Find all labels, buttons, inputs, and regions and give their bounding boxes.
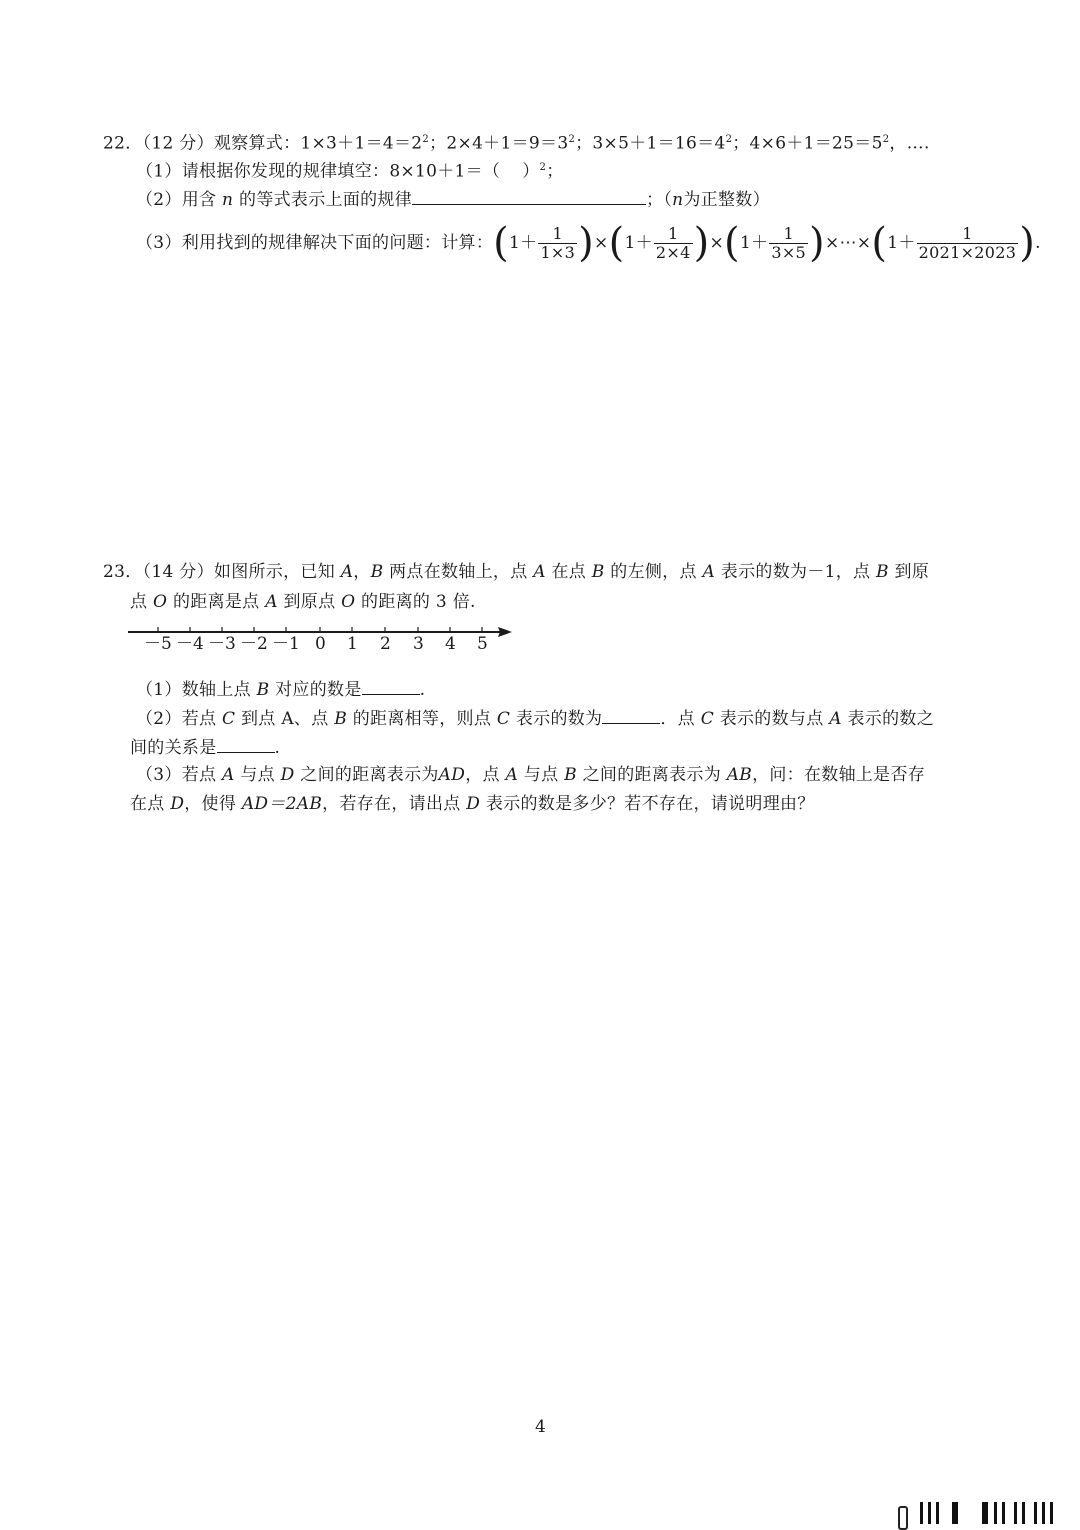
q22-p2-note-open: （ [663,190,673,210]
q23-part1 [136,678,425,700]
tick-label: －1 [272,634,300,654]
q22-p1-sup: 2 [539,162,547,173]
fraction-numerator: 1 [552,223,564,243]
text: （1）数轴上点 [136,680,257,700]
q22-p2-note-text: 为正整数） [683,190,770,210]
q22-p3-end: . [1035,233,1041,253]
text: 的距离是点 [167,592,266,612]
text: . [419,680,426,700]
paren-open: ( [724,220,740,266]
text: 的距离的 3 倍. [355,592,476,612]
var: A [829,709,842,729]
q22-stem [103,130,930,154]
q23-stem-line1 [103,562,929,582]
q22-sep-2: ； [575,133,593,154]
q23-part2-line1 [136,707,934,729]
q22-p2-var: n [222,190,234,210]
text: ， [353,562,371,582]
tick-label: 5 [477,634,488,654]
times-sign: × [709,233,725,253]
q22-p1-label: （1） [136,161,182,182]
q22-score: （12 分） [142,133,214,154]
q22-p2-pre: 用含 [181,190,217,210]
paren-open: ( [871,220,888,266]
text: 之间的距离表示为 [576,765,727,785]
text: 点 [130,592,154,612]
text: 间的关系是 [130,738,217,758]
q23-part2-line2 [130,736,280,758]
q22-p1-text: 请根据你发现的规律填空：8×10＋1＝（ [181,161,501,182]
text: 两点在数轴上，点 [383,562,534,582]
text: 表示的数为－1，点 [715,562,877,582]
tick-label: 3 [413,634,424,654]
fraction [538,225,577,262]
fraction-denominator: 2×4 [655,242,691,262]
tick-label: 2 [380,634,391,654]
q23-part3-line1 [136,765,925,785]
text: 在点 [545,562,592,582]
text: 到点 A、点 [235,709,335,729]
var: C [700,709,714,729]
ellipsis-product: ×⋯× [824,233,872,253]
var: O [341,592,356,612]
q22-sup-4: 2 [882,134,890,145]
q22-p1-end: ； [546,161,564,182]
var: B [256,680,270,700]
paren-close: ) [578,220,595,266]
q22-part2 [136,188,770,210]
q22-example-1: 1×3＋1＝4＝2 [300,133,423,154]
q22-sep-4: ，…. [889,133,930,154]
number-line [128,620,518,660]
paren-open: ( [608,220,625,266]
tick-label: 0 [315,634,326,654]
text: 表示的数与点 [714,709,830,729]
text: 与点 [234,765,281,785]
q22-p1-close: ） [522,161,540,182]
var: B [876,562,889,582]
q23-p1-blank[interactable] [362,678,420,695]
q22-sep-1: ； [429,133,447,154]
var: A [533,562,546,582]
factor-one: 1＋ [509,233,538,253]
q22-part3 [136,217,1041,269]
var: D [466,794,481,814]
fraction [654,225,693,262]
var: AB [726,765,753,785]
q22-part1 [136,158,564,182]
paren-close: ) [809,220,825,266]
fraction-denominator: 1×3 [540,242,576,262]
text: 的距离相等，则点 [347,709,497,729]
var: D [170,794,185,814]
q22-sup-3: 2 [725,134,733,145]
tick-label: －4 [176,634,204,654]
var: A [340,562,354,582]
var: C [496,709,511,729]
fraction [917,225,1019,262]
text: （3）若点 [136,765,223,785]
page-number: 4 [535,1417,547,1437]
text: 表示的数之 [841,709,935,729]
tick-label: 1 [347,634,358,654]
fraction-numerator: 1 [783,223,794,243]
var: O [153,592,168,612]
text: 到原点 [277,592,342,612]
var: AD＝2AB [241,794,323,814]
fraction-denominator: 3×5 [771,242,807,262]
q23-number: 23． [103,562,143,582]
var: A [265,592,278,612]
fraction-numerator: 1 [962,223,973,243]
q22-p3-label: （3） [136,233,182,253]
q22-p2-note-var: n [672,190,684,210]
factor-one: 1＋ [624,233,653,253]
times-sign: × [594,233,609,253]
var: B [564,765,577,785]
q23-part3-line2 [130,794,815,814]
factor-one: 1＋ [739,233,769,253]
q22-p2-blank[interactable] [412,188,646,205]
arrow-head-icon [498,627,512,637]
q22-sup-2: 2 [568,134,576,145]
q22-number: 22． [103,133,143,154]
q22-sep-3: ； [732,133,750,154]
text: 对应的数是 [269,680,362,700]
text: ，问：在数轴上是否存 [752,765,926,785]
var: D [280,765,295,785]
var: A [702,562,716,582]
tick-label: －5 [144,634,172,654]
text: 如图所示，已知 [213,562,341,582]
tick-label: －2 [240,634,268,654]
var: AD [438,765,466,785]
text: ，点 [465,765,506,785]
text: 表示的数为 [510,709,603,729]
var: C [222,709,236,729]
fraction-denominator: 2021×2023 [918,242,1017,262]
watermark-bars-icon [890,1500,1060,1528]
q23-score: （14 分） [142,562,214,582]
tick-label: 4 [445,634,456,654]
text: 到原 [888,562,930,582]
text: 与点 [518,765,565,785]
q23-p2-blank-2[interactable] [217,736,275,753]
q22-example-4: 4×6＋1＝25＝5 [749,133,883,154]
text: 表示的数是多少？若不存在，请说明理由？ [480,794,815,814]
text: ，使得 [184,794,242,814]
q22-example-3: 3×5＋1＝16＝4 [592,133,726,154]
fraction-numerator: 1 [668,223,679,243]
text: ，若存在，请出点 [322,794,467,814]
tick-label: －3 [208,634,236,654]
q23-p2-blank-1[interactable] [602,707,660,724]
paren-close: ) [1019,220,1036,266]
q22-p2-post: 的等式表示上面的规律 [239,190,413,210]
var: A [222,765,235,785]
var: B [370,562,384,582]
text: 的左侧，点 [604,562,703,582]
paren-open: ( [493,220,510,266]
text: . [274,738,281,758]
text: 之间的距离表示为 [294,765,439,785]
q22-example-2: 2×4＋1＝9＝3 [446,133,569,154]
text: ．点 [660,709,701,729]
q22-p2-label: （2） [136,190,182,210]
q22-p3-text: 利用找到的规律解决下面的问题：计算： [181,233,494,253]
q23-stem-line2 [130,592,476,612]
q22-p2-semicolon: ； [646,190,664,210]
var: B [334,709,348,729]
q22-sup-1: 2 [422,134,430,145]
q22-intro: 观察算式： [213,133,301,154]
factor-one: 1＋ [887,233,916,253]
text: （2）若点 [136,709,223,729]
var: B [591,562,605,582]
fraction [769,225,808,262]
text: 在点 [130,794,171,814]
var: A [505,765,519,785]
paren-close: ) [693,220,710,266]
